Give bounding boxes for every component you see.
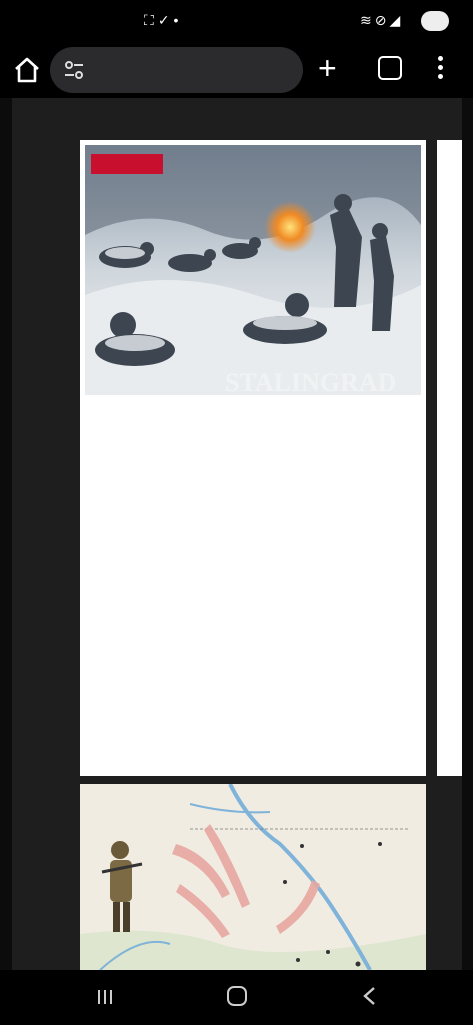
tab-switcher-button[interactable] <box>378 56 402 80</box>
viewer-right-edge <box>462 98 473 970</box>
dot-icon: • <box>173 12 183 28</box>
address-bar[interactable] <box>50 47 303 93</box>
home-icon[interactable] <box>12 56 42 84</box>
svg-text:STALINGRAD: STALINGRAD <box>225 368 397 395</box>
next-page-edge <box>437 140 462 776</box>
dnd-icon: ⊘ <box>374 12 390 28</box>
forces-chart <box>86 630 294 774</box>
check-icon: ✓ <box>157 12 174 28</box>
signal-icon: ◢ <box>389 12 404 28</box>
wifi-icon: ≋ <box>360 12 375 28</box>
operation-map-image <box>80 784 426 970</box>
browser-toolbar <box>0 42 473 98</box>
new-tab-icon[interactable]: + <box>318 50 337 86</box>
pdf-viewer[interactable] <box>0 98 473 970</box>
system-icons <box>360 12 403 29</box>
magazine-page <box>80 140 426 776</box>
site-settings-icon[interactable] <box>63 59 85 81</box>
home-button-icon[interactable] <box>227 986 247 1006</box>
notification-icons <box>144 12 182 29</box>
next-page-map <box>80 784 426 970</box>
status-bar <box>0 0 473 42</box>
battery-badge <box>421 11 449 31</box>
back-icon[interactable] <box>362 986 376 1006</box>
section-tag <box>91 154 163 174</box>
viewer-left-edge <box>0 98 12 970</box>
screenshot-icon: ⛶ <box>144 12 158 28</box>
recent-apps-icon[interactable] <box>96 988 114 1006</box>
menu-icon[interactable] <box>436 56 444 84</box>
soldiers-painting-image <box>85 145 421 395</box>
android-nav-bar <box>0 970 473 1025</box>
illustration-winter-soldiers <box>85 145 421 395</box>
